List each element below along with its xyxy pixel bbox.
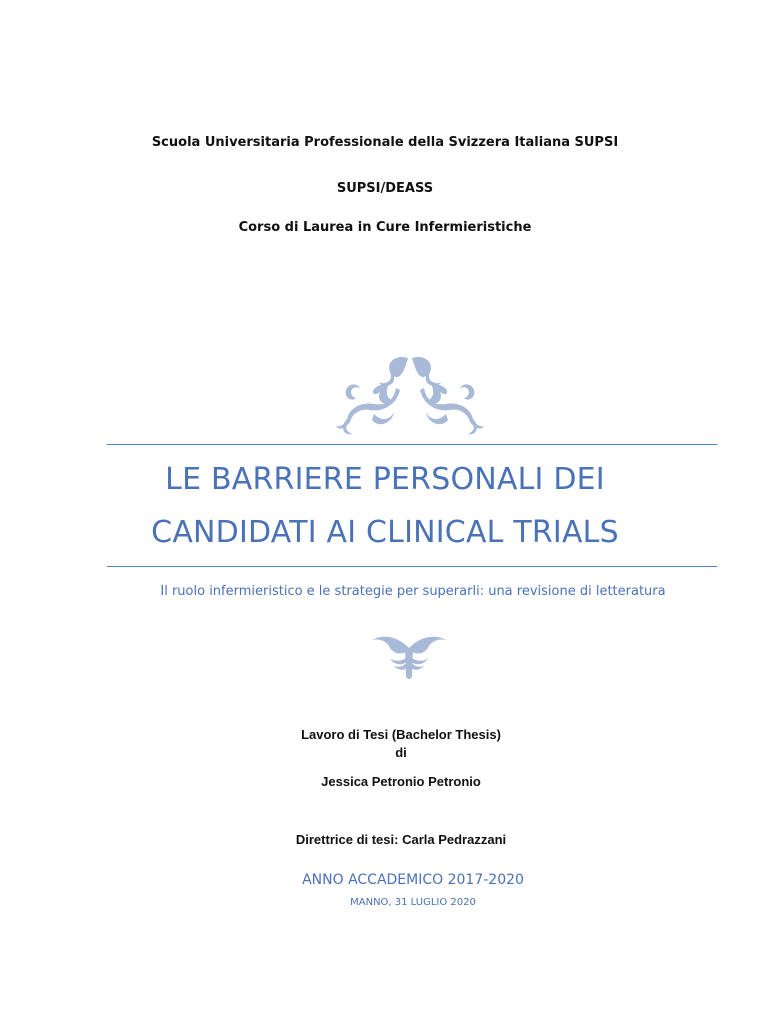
title-rule-top bbox=[107, 444, 717, 445]
document-subtitle: Il ruolo infermieristico e le strategie per superarli: una revisione di letteratura bbox=[160, 584, 666, 599]
institution-name: Scuola Universitaria Professionale della Svizzera Italiana SUPSI bbox=[151, 135, 619, 150]
fleuron-icon bbox=[368, 628, 450, 682]
document-title-line-2: CANDIDATI AI CLINICAL TRIALS bbox=[151, 515, 619, 550]
academic-year: ANNO ACCADEMICO 2017-2020 bbox=[302, 872, 524, 888]
place-and-date: MANNO, 31 LUGLIO 2020 bbox=[350, 897, 476, 908]
course-name: Corso di Laurea in Cure Infermieristiche bbox=[238, 220, 532, 235]
author-name: Jessica Petronio Petronio bbox=[321, 774, 481, 789]
title-rule-bottom bbox=[107, 566, 717, 567]
thesis-by-label: di bbox=[395, 745, 407, 760]
thesis-type: Lavoro di Tesi (Bachelor Thesis) bbox=[301, 727, 501, 742]
thesis-supervisor: Direttrice di tesi: Carla Pedrazzani bbox=[295, 832, 507, 847]
department-name: SUPSI/DEASS bbox=[336, 181, 434, 196]
floral-scroll-icon bbox=[330, 350, 490, 436]
document-title-line-1: LE BARRIERE PERSONALI DEI bbox=[165, 462, 605, 497]
